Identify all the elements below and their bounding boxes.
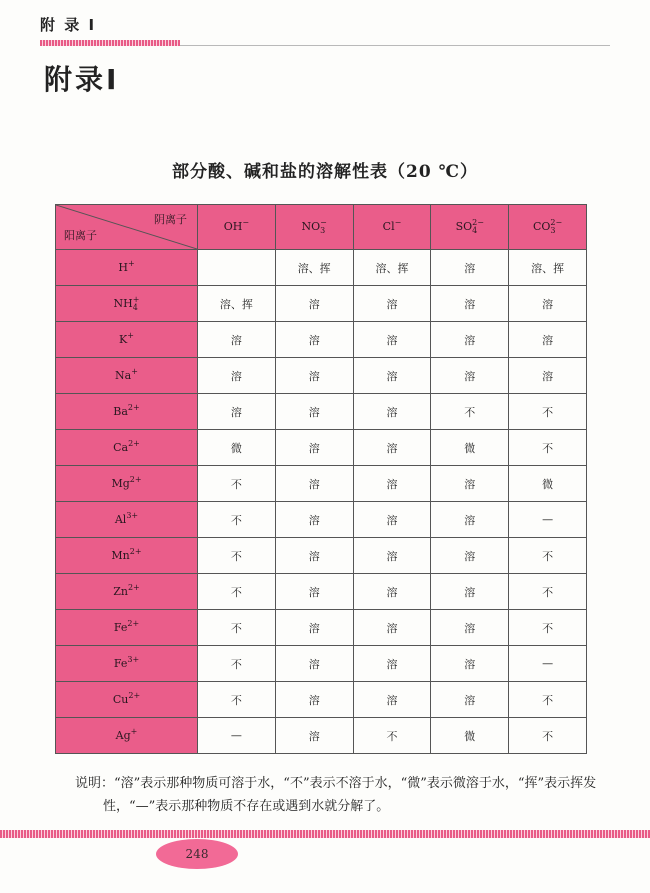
- solubility-cell: 溶: [275, 610, 353, 646]
- solubility-cell: —: [509, 502, 587, 538]
- table-row: [56, 250, 587, 286]
- note-line-1: 说明：“溶”表示那种物质可溶于水，“不”表示不溶于水，“微”表示微溶于水，“挥”表示挥发: [75, 776, 597, 791]
- table-header-row: [56, 205, 587, 250]
- cation-charge: 2+: [128, 438, 140, 448]
- solubility-cell: 溶: [431, 250, 509, 286]
- cation-symbol: NH: [113, 296, 133, 310]
- cation-header-cell: [56, 430, 198, 466]
- cation-charge: 2+: [129, 546, 142, 556]
- appendix-title: 附录Ⅰ: [44, 63, 120, 96]
- anion-charge: −: [320, 218, 327, 227]
- cation-header-cell: [56, 502, 198, 538]
- anion-subscript: 4: [472, 226, 478, 235]
- cation-header-cell: [56, 646, 198, 682]
- cation: [119, 330, 134, 346]
- cation-symbol: Fe: [113, 656, 128, 670]
- cation-symbol: Na: [115, 368, 132, 382]
- corner-cell: [56, 205, 198, 250]
- solubility-cell: 不: [198, 646, 276, 682]
- cation: [111, 474, 142, 490]
- cation-symbol: Cu: [112, 692, 129, 706]
- cation-header-cell: [56, 610, 198, 646]
- table-row: [56, 430, 587, 466]
- cation-symbol: Zn: [113, 584, 128, 598]
- solubility-cell: 不: [198, 538, 276, 574]
- cation-subscript: [128, 700, 140, 708]
- table-row: [56, 286, 587, 322]
- anion: [456, 220, 484, 233]
- cation: [113, 618, 140, 634]
- table-row: [56, 322, 587, 358]
- table-row: [56, 358, 587, 394]
- table-row: [56, 502, 587, 538]
- solubility-cell: 溶: [275, 286, 353, 322]
- solubility-cell: 不: [431, 394, 509, 430]
- solubility-cell: 溶: [431, 538, 509, 574]
- cation-header-cell: [56, 322, 198, 358]
- anion-subscript: [395, 227, 402, 235]
- solubility-cell: [198, 250, 276, 286]
- solubility-cell: —: [509, 646, 587, 682]
- anion-symbol: CO: [532, 220, 551, 233]
- solubility-cell: 溶: [275, 502, 353, 538]
- cation: [111, 546, 142, 562]
- cation: [112, 690, 141, 706]
- footer-decorative-bar: [0, 830, 650, 838]
- table-row: [56, 718, 587, 754]
- cation-charge: 2+: [127, 618, 140, 628]
- cation: [113, 582, 140, 598]
- solubility-cell: 溶: [275, 574, 353, 610]
- table-row: [56, 574, 587, 610]
- solubility-cell: 溶: [431, 574, 509, 610]
- anion-subscript: 3: [320, 226, 326, 235]
- solubility-cell: 溶: [275, 394, 353, 430]
- table-row: [56, 646, 587, 682]
- cation-charge: 3+: [127, 654, 140, 664]
- table-row: [56, 682, 587, 718]
- cation-charge: 3+: [126, 510, 139, 520]
- cation-subscript: [128, 412, 140, 420]
- solubility-cell: 溶: [509, 322, 587, 358]
- solubility-cell: 溶: [275, 322, 353, 358]
- cation-charge: 2+: [129, 474, 142, 484]
- solubility-cell: 不: [198, 466, 276, 502]
- solubility-cell: 溶: [431, 682, 509, 718]
- solubility-cell: 溶: [353, 286, 431, 322]
- solubility-cell: 微: [431, 718, 509, 754]
- cation-symbol: Ag: [115, 728, 131, 742]
- cation: [113, 294, 140, 312]
- solubility-cell: 溶、挥: [353, 250, 431, 286]
- cation-header-cell: [56, 358, 198, 394]
- cation-charge: 2+: [127, 582, 140, 592]
- cation-charge: +: [130, 726, 138, 736]
- table-title: 部分酸、碱和盐的溶解性表（20 ℃）: [172, 162, 478, 182]
- note-line-2: 性，“—”表示那种物质不存在或遇到水就分解了。: [103, 799, 390, 814]
- cation-subscript: [131, 736, 138, 744]
- cation-subscript: [127, 340, 134, 348]
- table-row: [56, 610, 587, 646]
- anion: [533, 220, 562, 233]
- cation: [114, 510, 139, 526]
- cation-charge: 2+: [127, 402, 140, 412]
- anion-header-cell: [431, 205, 509, 250]
- solubility-cell: 溶: [431, 358, 509, 394]
- cation-subscript: [131, 376, 138, 384]
- anion-charge: 2−: [550, 218, 563, 227]
- solubility-cell: 不: [509, 610, 587, 646]
- cation-header-cell: [56, 394, 198, 430]
- solubility-cell: 不: [198, 574, 276, 610]
- cation-charge: 2+: [128, 690, 141, 700]
- solubility-cell: 溶: [275, 466, 353, 502]
- cation-header-cell: [56, 250, 198, 286]
- cation-header-cell: [56, 286, 198, 322]
- solubility-cell: 不: [353, 718, 431, 754]
- solubility-cell: 溶: [353, 322, 431, 358]
- solubility-cell: 溶: [353, 358, 431, 394]
- cation: [113, 402, 140, 418]
- solubility-cell: 溶: [509, 358, 587, 394]
- solubility-cell: 溶: [353, 610, 431, 646]
- table-row: [56, 394, 587, 430]
- cation-header-cell: [56, 466, 198, 502]
- solubility-cell: 溶: [353, 646, 431, 682]
- cation-subscript: [127, 628, 139, 636]
- table-row: [56, 538, 587, 574]
- cation-symbol: Al: [114, 512, 127, 526]
- anion-charge: 2−: [472, 218, 484, 227]
- anion-subscript: [242, 227, 249, 235]
- solubility-cell: 溶: [353, 502, 431, 538]
- solubility-cell: 不: [509, 574, 587, 610]
- cation: [113, 654, 140, 670]
- running-header: 附 录 Ⅰ: [40, 16, 97, 34]
- anion-header-cell: [509, 205, 587, 250]
- anion-symbol: NO: [301, 220, 321, 233]
- cation-charge: +: [127, 330, 134, 340]
- anion-symbol: OH: [223, 220, 243, 233]
- solubility-cell: 溶: [275, 358, 353, 394]
- cation-header-cell: [56, 682, 198, 718]
- cation-symbol: H: [118, 260, 128, 274]
- solubility-cell: 溶: [431, 646, 509, 682]
- anion: [302, 220, 327, 233]
- cation-header-cell: [56, 574, 198, 610]
- solubility-cell: 溶、挥: [198, 286, 276, 322]
- corner-cation-label: 阳离子: [64, 229, 97, 242]
- solubility-cell: 不: [509, 430, 587, 466]
- solubility-cell: 溶、挥: [509, 250, 587, 286]
- solubility-cell: 溶: [275, 646, 353, 682]
- cation-subscript: [128, 592, 140, 600]
- solubility-cell: 溶: [431, 286, 509, 322]
- cation: [118, 258, 135, 274]
- anion-charge: −: [394, 218, 402, 227]
- anion-header-cell: [353, 205, 431, 250]
- anion-symbol: SO: [455, 220, 473, 233]
- anion: [224, 220, 249, 233]
- solubility-cell: 溶: [275, 718, 353, 754]
- solubility-cell: 溶: [198, 358, 276, 394]
- solubility-cell: —: [198, 718, 276, 754]
- solubility-cell: 溶: [198, 394, 276, 430]
- cation-charge: +: [127, 258, 135, 268]
- anion-symbol: Cl: [382, 220, 395, 233]
- solubility-cell: 不: [198, 502, 276, 538]
- anion-charge: −: [242, 218, 250, 227]
- cation: [115, 726, 138, 742]
- anion-header-cell: [198, 205, 276, 250]
- cation-charge: +: [131, 366, 138, 376]
- solubility-cell: 微: [509, 466, 587, 502]
- solubility-cell: 不: [509, 682, 587, 718]
- solubility-cell: 溶: [198, 322, 276, 358]
- solubility-table: [55, 204, 587, 754]
- solubility-cell: 溶: [431, 610, 509, 646]
- cation-symbol: Ba: [113, 404, 128, 418]
- corner-anion-label: 阴离子: [154, 213, 187, 226]
- solubility-cell: 溶: [275, 430, 353, 466]
- solubility-cell: 不: [198, 682, 276, 718]
- anion-subscript: 3: [550, 226, 556, 235]
- cation: [115, 366, 138, 382]
- table-note: [75, 772, 605, 818]
- page-number: 248: [156, 839, 238, 869]
- cation-symbol: Mg: [111, 476, 130, 490]
- solubility-cell: 溶: [275, 538, 353, 574]
- solubility-cell: 溶: [431, 322, 509, 358]
- cation-subscript: [130, 484, 142, 492]
- anion: [383, 220, 402, 233]
- cation-subscript: [127, 664, 139, 672]
- cation: [113, 438, 140, 454]
- solubility-cell: 微: [431, 430, 509, 466]
- solubility-cell: 溶: [353, 538, 431, 574]
- cation-subscript: [128, 268, 135, 276]
- cation-symbol: Mn: [111, 548, 130, 562]
- cation-header-cell: [56, 538, 198, 574]
- solubility-cell: 不: [509, 718, 587, 754]
- anion-header-cell: [275, 205, 353, 250]
- solubility-cell: 不: [509, 538, 587, 574]
- cation-symbol: Ca: [113, 440, 129, 454]
- header-decorative-bar: [40, 40, 180, 46]
- solubility-cell: 溶: [353, 394, 431, 430]
- table-row: [56, 466, 587, 502]
- solubility-cell: 不: [509, 394, 587, 430]
- solubility-cell: 溶: [353, 430, 431, 466]
- cation-subscript: [128, 448, 140, 456]
- cation-header-cell: [56, 718, 198, 754]
- cation-symbol: Fe: [113, 620, 128, 634]
- solubility-cell: 溶: [353, 574, 431, 610]
- solubility-cell: 溶: [431, 502, 509, 538]
- solubility-cell: 溶、挥: [275, 250, 353, 286]
- solubility-cell: 溶: [353, 682, 431, 718]
- solubility-cell: 溶: [509, 286, 587, 322]
- solubility-cell: 溶: [275, 682, 353, 718]
- solubility-cell: 不: [198, 610, 276, 646]
- cation-subscript: [126, 520, 138, 528]
- cation-charge: +: [132, 294, 140, 304]
- cation-subscript: 4: [132, 302, 138, 312]
- cation-subscript: [130, 556, 142, 564]
- header-rule: [180, 45, 610, 46]
- solubility-cell: 微: [198, 430, 276, 466]
- cation-symbol: K: [119, 332, 128, 346]
- solubility-cell: 溶: [353, 466, 431, 502]
- solubility-cell: 溶: [431, 466, 509, 502]
